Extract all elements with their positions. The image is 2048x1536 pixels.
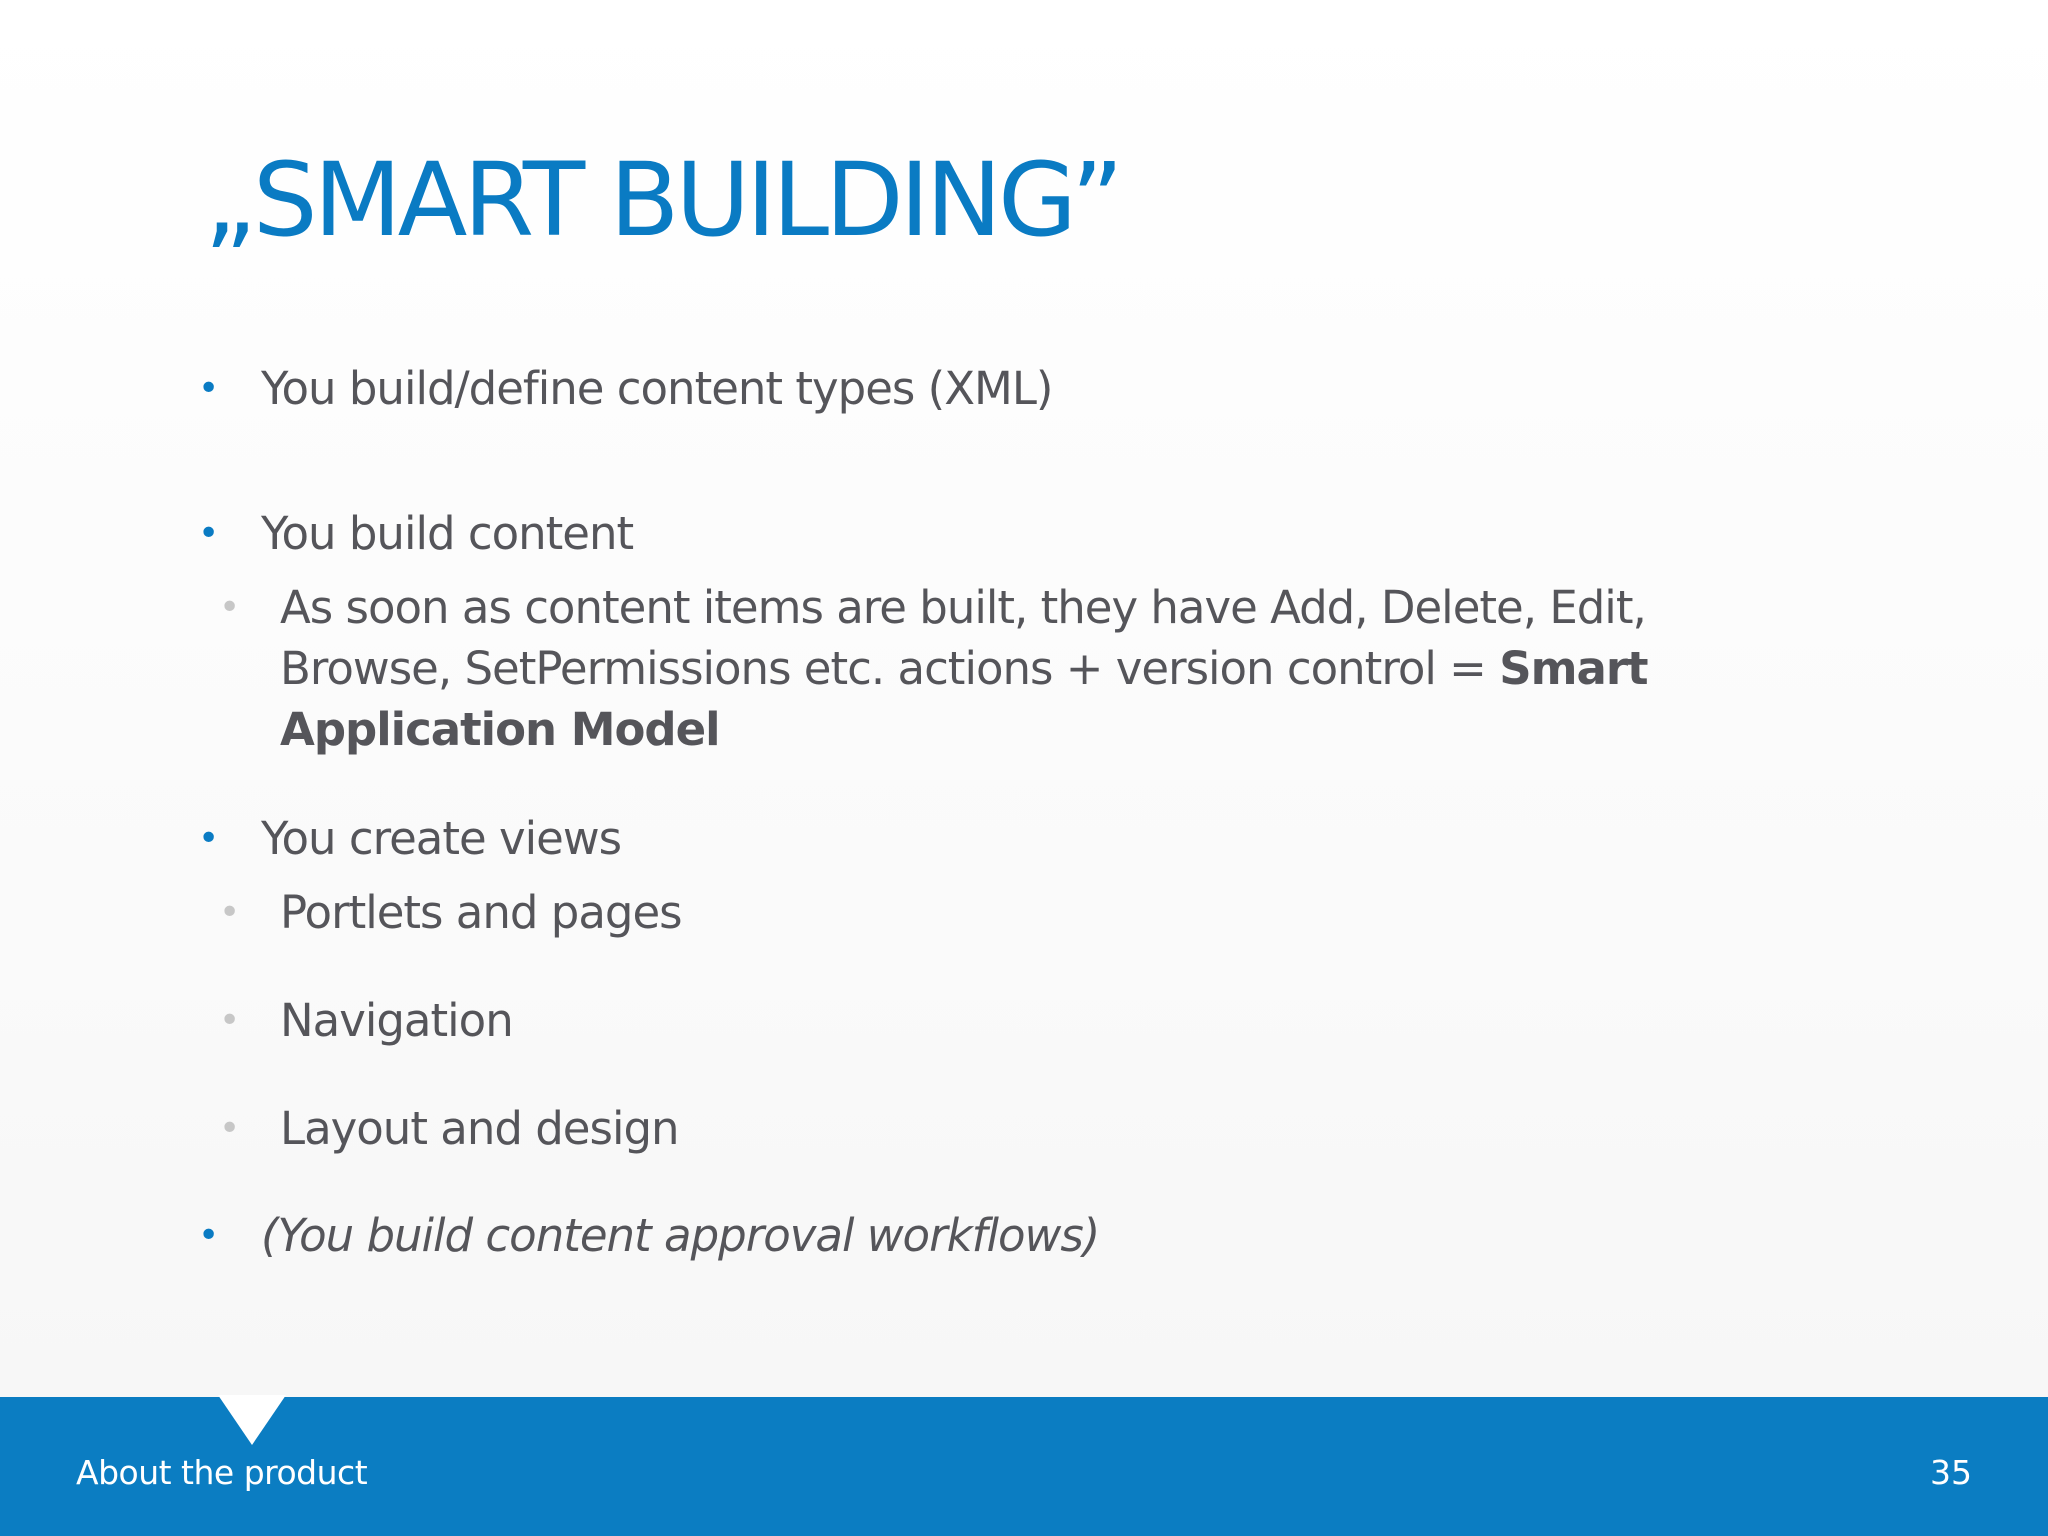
sub-bullet-dot: •: [219, 892, 240, 933]
bullet-text: Navigation: [280, 994, 513, 1047]
sub-bullet-dot: •: [219, 587, 240, 628]
bullet-text-bold: Smart Application Model: [280, 642, 1648, 756]
sub-bullet-dot: •: [219, 1000, 240, 1041]
page-number: 35: [1930, 1453, 1972, 1492]
bullet-text: Portlets and pages: [280, 886, 682, 939]
bullet-dot: •: [198, 1215, 219, 1256]
bullet-dot: •: [198, 513, 219, 554]
bullet-text: You create views: [261, 812, 622, 865]
bullet-text: (You build content approval workflows): [261, 1209, 1100, 1262]
bullet-text: [280, 577, 1720, 760]
bullet-text: Layout and design: [280, 1102, 679, 1155]
bullet-text: You build/define content types (XML): [261, 362, 1053, 415]
slide-title: „SMART BUILDING”: [204, 141, 1120, 260]
bullet-text: You build content: [261, 507, 634, 560]
bullet-dot: •: [198, 368, 219, 409]
bullet-text-regular: As soon as content items are built, they have Add, Delete, Edit, Browse, SetPermissions etc. actions + version control =: [280, 581, 1646, 695]
footer-section-label: About the product: [76, 1453, 368, 1492]
bullet-dot: •: [198, 818, 219, 859]
sub-bullet-dot: •: [219, 1108, 240, 1149]
footer-notch-marker: [218, 1395, 286, 1445]
